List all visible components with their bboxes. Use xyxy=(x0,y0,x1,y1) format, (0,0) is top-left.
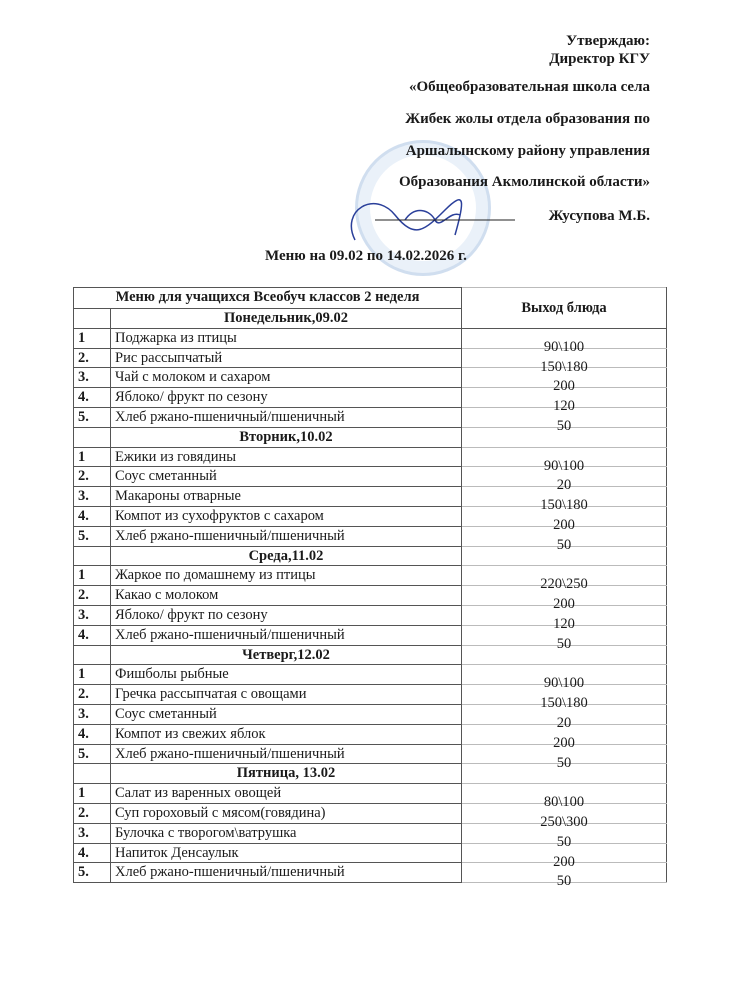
item-name: Какао с молоком xyxy=(111,586,462,606)
item-name: Хлеб ржано-пшеничный/пшеничный xyxy=(111,407,462,427)
item-number: 4. xyxy=(74,506,111,526)
item-number: 1 xyxy=(74,566,111,586)
approval-line: Директор КГУ xyxy=(549,51,650,67)
signatory-name: Жусупова М.Б. xyxy=(548,208,650,224)
day-label: Пятница, 13.02 xyxy=(111,764,462,784)
item-number: 2. xyxy=(74,467,111,487)
item-name: Фишболы рыбные xyxy=(111,665,462,685)
item-yield-cell xyxy=(462,328,667,355)
item-name: Салат из варенных овощей xyxy=(111,784,462,804)
document-title: Меню на 09.02 по 14.02.2026 г. xyxy=(265,248,467,264)
item-yield: 220\250 xyxy=(540,576,588,593)
item-yield: 250\300 xyxy=(540,813,588,830)
item-yield: 120 xyxy=(553,398,575,415)
item-name: Хлеб ржано-пшеничный/пшеничный xyxy=(111,526,462,546)
item-number: 2. xyxy=(74,586,111,606)
item-yield: 120 xyxy=(553,615,575,632)
item-yield: 200 xyxy=(553,516,575,533)
item-yield: 90\100 xyxy=(543,675,585,692)
item-name: Жаркое по домашнему из птицы xyxy=(111,566,462,586)
day-label: Вторник,10.02 xyxy=(111,427,462,447)
header-yield: Выход блюда xyxy=(462,288,667,329)
approval-line: Аршалынскому району управления xyxy=(405,143,650,159)
item-name: Ежики из говядины xyxy=(111,447,462,467)
table-row xyxy=(74,784,667,804)
item-number: 3. xyxy=(74,605,111,625)
item-number: 4. xyxy=(74,625,111,645)
item-name: Компот из сухофруктов с сахаром xyxy=(111,506,462,526)
item-number: 4. xyxy=(74,843,111,863)
item-yield-cell xyxy=(462,566,667,593)
item-number: 3. xyxy=(74,487,111,507)
item-yield: 90\100 xyxy=(543,457,585,474)
item-yield: 150\180 xyxy=(540,358,588,375)
item-yield: 50 xyxy=(556,635,572,652)
table-header xyxy=(74,288,667,309)
item-name: Яблоко/ фрукт по сезону xyxy=(111,388,462,408)
item-name: Хлеб ржано-пшеничный/пшеничный xyxy=(111,625,462,645)
day-number-cell xyxy=(74,764,111,784)
table-row xyxy=(74,605,667,625)
table-row xyxy=(74,566,667,586)
item-number: 1 xyxy=(74,784,111,804)
item-yield: 150\180 xyxy=(540,497,588,514)
table-row xyxy=(74,744,667,764)
day-row xyxy=(74,764,667,784)
table-row xyxy=(74,487,667,507)
table-row xyxy=(74,863,667,883)
day-row xyxy=(74,645,667,665)
item-yield: 90\100 xyxy=(543,338,585,355)
item-yield: 50 xyxy=(556,417,572,434)
day-number-cell xyxy=(74,309,111,329)
table-row xyxy=(74,447,667,467)
item-yield-cell xyxy=(462,665,667,692)
item-name: Хлеб ржано-пшеничный/пшеничный xyxy=(111,744,462,764)
item-number: 5. xyxy=(74,744,111,764)
table-row xyxy=(74,388,667,408)
item-name: Яблоко/ фрукт по сезону xyxy=(111,605,462,625)
item-yield: 50 xyxy=(556,536,572,553)
item-name: Соус сметанный xyxy=(111,467,462,487)
signature xyxy=(335,190,515,250)
item-name: Хлеб ржано-пшеничный/пшеничный xyxy=(111,863,462,883)
item-number: 4. xyxy=(74,388,111,408)
table-row xyxy=(74,625,667,645)
item-yield: 200 xyxy=(553,853,575,870)
item-yield: 50 xyxy=(556,873,572,890)
menu-table xyxy=(73,287,667,890)
item-yield: 200 xyxy=(553,596,575,613)
day-row xyxy=(74,546,667,566)
table-row xyxy=(74,724,667,744)
item-name: Напиток Денсаулык xyxy=(111,843,462,863)
item-yield-cell xyxy=(462,784,667,811)
approval-line: Образования Акмолинской области» xyxy=(398,174,650,190)
item-number: 2. xyxy=(74,685,111,705)
day-number-cell xyxy=(74,427,111,447)
item-yield: 200 xyxy=(553,734,575,751)
table-row xyxy=(74,665,667,685)
table-row xyxy=(74,526,667,546)
item-yield: 50 xyxy=(556,833,572,850)
item-name: Рис рассыпчатый xyxy=(111,348,462,368)
header-menu: Меню для учащихся Всеобуч классов 2 неделя xyxy=(74,288,462,309)
item-yield-cell xyxy=(462,447,667,474)
day-number-cell xyxy=(74,645,111,665)
day-number-cell xyxy=(74,546,111,566)
item-number: 4. xyxy=(74,724,111,744)
day-label: Четверг,12.02 xyxy=(111,645,462,665)
item-name: Соус сметанный xyxy=(111,704,462,724)
item-number: 5. xyxy=(74,526,111,546)
item-yield: 150\180 xyxy=(540,695,588,712)
item-yield: 80\100 xyxy=(543,794,585,811)
item-number: 1 xyxy=(74,328,111,348)
item-number: 5. xyxy=(74,863,111,883)
item-yield: 20 xyxy=(556,714,572,731)
day-label: Понедельник,09.02 xyxy=(111,309,462,329)
table-row xyxy=(74,407,667,427)
item-number: 3. xyxy=(74,704,111,724)
day-row xyxy=(74,427,667,447)
item-yield: 20 xyxy=(556,477,572,494)
table-row xyxy=(74,843,667,863)
item-number: 5. xyxy=(74,407,111,427)
day-label: Среда,11.02 xyxy=(111,546,462,566)
item-name: Чай с молоком и сахаром xyxy=(111,368,462,388)
item-name: Макароны отварные xyxy=(111,487,462,507)
item-number: 1 xyxy=(74,447,111,467)
approval-line: «Общеобразовательная школа села xyxy=(409,79,650,95)
approval-line: Жибек жолы отдела образования по xyxy=(405,111,650,127)
item-name: Компот из свежих яблок xyxy=(111,724,462,744)
item-number: 2. xyxy=(74,803,111,823)
item-name: Булочка с творогом\ватрушка xyxy=(111,823,462,843)
item-number: 1 xyxy=(74,665,111,685)
approval-line: Утверждаю: xyxy=(566,33,650,49)
item-number: 2. xyxy=(74,348,111,368)
item-name: Гречка рассыпчатая с овощами xyxy=(111,685,462,705)
item-yield: 200 xyxy=(553,378,575,395)
item-name: Поджарка из птицы xyxy=(111,328,462,348)
item-number: 3. xyxy=(74,368,111,388)
item-number: 3. xyxy=(74,823,111,843)
table-row xyxy=(74,328,667,348)
item-name: Суп гороховый с мясом(говядина) xyxy=(111,803,462,823)
item-yield: 50 xyxy=(556,754,572,771)
